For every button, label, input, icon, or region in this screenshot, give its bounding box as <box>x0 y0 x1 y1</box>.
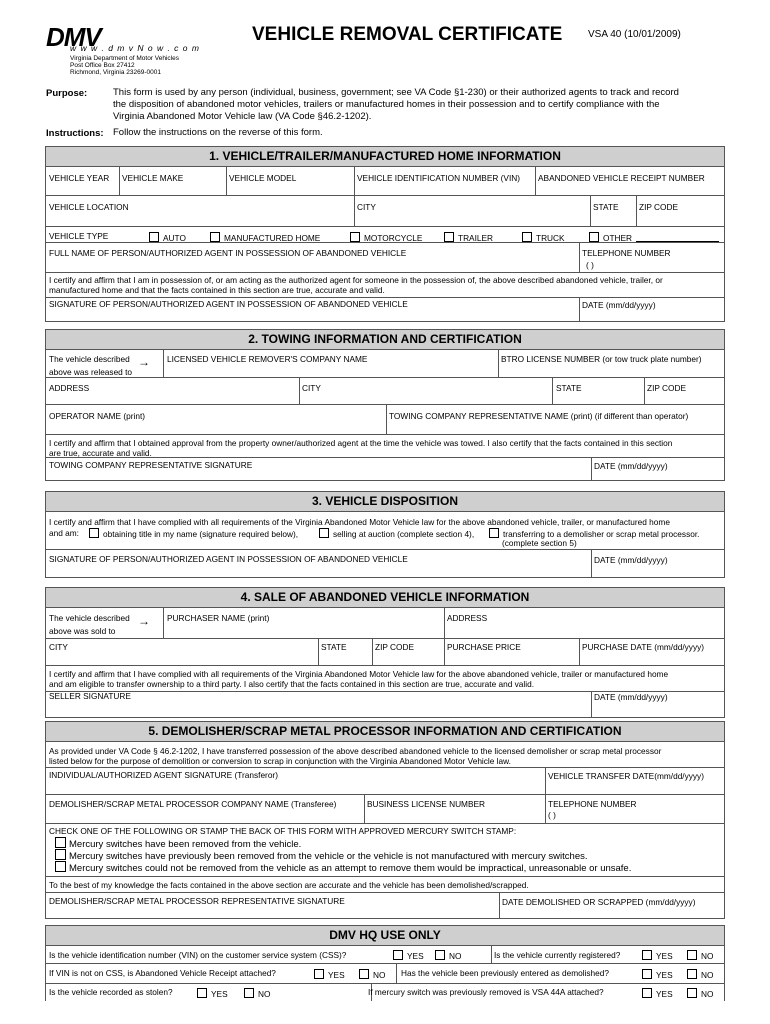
hq-q6-no-checkbox[interactable]: NO <box>687 988 713 999</box>
mercury-previously-removed-checkbox[interactable]: Mercury switches have previously been removed from the vehicle or the vehicle is not manufactured with mercury switches. <box>55 849 588 862</box>
section-1-certify-line-2: manufactured home and that the facts contained in this section are true, accurate and valid. <box>49 285 385 295</box>
purchaser-city-field[interactable]: CITY <box>49 642 68 652</box>
sold-line-2: above was sold to <box>49 626 116 636</box>
section-3-disposition <box>45 491 725 578</box>
vehicle-year-field[interactable]: VEHICLE YEAR <box>49 173 110 183</box>
type-auto-checkbox[interactable]: AUTO <box>149 232 186 243</box>
section-1-date-field[interactable]: DATE (mm/dd/yyyy) <box>582 300 656 310</box>
complete-section-5-note: (complete section 5) <box>502 538 577 548</box>
state-field[interactable]: STATE <box>593 202 619 212</box>
knowledge-statement: To the best of my knowledge the facts contained in the above section are accurate and the vehicle has been demolished/scrapped. <box>49 880 529 890</box>
telephone-parens: ( ) <box>586 260 594 270</box>
instructions-text: Follow the instructions on the reverse of this form. <box>113 127 323 138</box>
telephone-field[interactable]: TELEPHONE NUMBER <box>582 248 671 258</box>
sell-auction-checkbox[interactable]: selling at auction (complete section 4), <box>319 528 474 539</box>
section-2-title: 2. TOWING INFORMATION AND CERTIFICATION <box>46 330 724 350</box>
purchaser-zip-field[interactable]: ZIP CODE <box>375 642 415 652</box>
city-field[interactable]: CITY <box>357 202 376 212</box>
hq-q5-yes-checkbox[interactable]: YES <box>197 988 228 999</box>
transfer-demolisher-checkbox[interactable]: transferring to a demolisher or scrap metal processor. <box>489 528 699 539</box>
hq-q1-yes-checkbox[interactable]: YES <box>393 950 424 961</box>
hq-q4-yes-checkbox[interactable]: YES <box>642 969 673 980</box>
tow-rep-name-field[interactable]: TOWING COMPANY REPRESENTATIVE NAME (print) (if different than operator) <box>389 411 689 421</box>
hq-vin-on-css-question: Is the vehicle identification number (VIN) on the customer service system (CSS)? <box>49 950 347 960</box>
dmv-hq-title: DMV HQ USE ONLY <box>46 926 724 946</box>
operator-name-field[interactable]: OPERATOR NAME (print) <box>49 411 146 421</box>
sold-line-1: The vehicle described <box>49 613 130 623</box>
section-2-certify-line-2: are true, accurate and valid. <box>49 448 152 458</box>
type-trailer-checkbox[interactable]: TRAILER <box>444 232 493 243</box>
hq-q4-no-checkbox[interactable]: NO <box>687 969 713 980</box>
section-3-signature-field[interactable]: SIGNATURE OF PERSON/AUTHORIZED AGENT IN POSSESSION OF ABANDONED VEHICLE <box>49 554 408 564</box>
purpose-line-3: Virginia Abandoned Motor Vehicle law (VA Code §46.2-1202). <box>113 111 372 122</box>
hq-vsa44a-question: If mercury switch was previously removed is VSA 44A attached? <box>368 987 604 997</box>
hq-q2-yes-checkbox[interactable]: YES <box>642 950 673 961</box>
section-5-title: 5. DEMOLISHER/SCRAP METAL PROCESSOR INFORMATION AND CERTIFICATION <box>46 722 724 742</box>
demolisher-company-field[interactable]: DEMOLISHER/SCRAP METAL PROCESSOR COMPANY NAME (Transferee) <box>49 799 337 809</box>
transfer-date-field[interactable]: VEHICLE TRANSFER DATE(mm/dd/yyyy) <box>548 771 704 781</box>
check-one-label: CHECK ONE OF THE FOLLOWING OR STAMP THE BACK OF THIS FORM WITH APPROVED MERCURY SWITCH STAMP: <box>49 826 517 836</box>
hq-q3-yes-checkbox[interactable]: YES <box>314 969 345 980</box>
form-number: VSA 40 (10/01/2009) <box>588 29 681 40</box>
vehicle-model-field[interactable]: VEHICLE MODEL <box>229 173 297 183</box>
vehicle-location-field[interactable]: VEHICLE LOCATION <box>49 202 129 212</box>
instructions-label: Instructions: <box>46 128 104 139</box>
type-motorcycle-checkbox[interactable]: MOTORCYCLE <box>350 232 422 243</box>
section-4-certify-line-2: and am eligible to transfer ownership to a third party. I also certify that the facts contained in this section are true, accurate and valid. <box>49 679 535 689</box>
type-manufactured-home-checkbox[interactable]: MANUFACTURED HOME <box>210 232 320 243</box>
section-3-certify-line-1: I certify and affirm that I have complied with all requirements of the Virginia Abandoned Motor Vehicle law for the above abandoned vehicle, trailer, or manufactured home <box>49 517 670 527</box>
section-5-demolisher <box>45 721 725 919</box>
vehicle-make-field[interactable]: VEHICLE MAKE <box>122 173 184 183</box>
hq-stolen-question: Is the vehicle recorded as stolen? <box>49 987 173 997</box>
business-license-field[interactable]: BUSINESS LICENSE NUMBER <box>367 799 486 809</box>
demolisher-telephone-field[interactable]: TELEPHONE NUMBER <box>548 799 637 809</box>
hq-q6-yes-checkbox[interactable]: YES <box>642 988 673 999</box>
remover-company-field[interactable]: LICENSED VEHICLE REMOVER'S COMPANY NAME <box>167 354 368 364</box>
mercury-not-removable-checkbox[interactable]: Mercury switches could not be removed from the vehicle as an attempt to remove them would be impractical, unreasonable or unsafe. <box>55 861 631 874</box>
section-4-title: 4. SALE OF ABANDONED VEHICLE INFORMATION <box>46 588 724 608</box>
dmv-url: w w w . d m v N o w . c o m <box>70 43 200 53</box>
mercury-removed-checkbox[interactable]: Mercury switches have been removed from the vehicle. <box>55 837 301 850</box>
section-4-date-field[interactable]: DATE (mm/dd/yyyy) <box>594 692 668 702</box>
btro-license-field[interactable]: BTRO LICENSE NUMBER (or tow truck plate number) <box>501 354 702 364</box>
hq-q2-no-checkbox[interactable]: NO <box>687 950 713 961</box>
demolisher-rep-signature-field[interactable]: DEMOLISHER/SCRAP METAL PROCESSOR REPRESENTATIVE SIGNATURE <box>49 896 345 906</box>
released-line-2: above was released to <box>49 367 133 377</box>
date-demolished-field[interactable]: DATE DEMOLISHED OR SCRAPPED (mm/dd/yyyy) <box>502 897 696 907</box>
transferor-signature-field[interactable]: INDIVIDUAL/AUTHORIZED AGENT SIGNATURE (Transferor) <box>49 770 278 780</box>
section-1-vehicle-info <box>45 146 725 322</box>
tow-state-field[interactable]: STATE <box>556 383 582 393</box>
purchaser-address-field[interactable]: ADDRESS <box>447 613 488 623</box>
type-truck-checkbox[interactable]: TRUCK <box>522 232 565 243</box>
purpose-line-2: the disposition of abandoned motor vehicles, trailers or manufactured homes in their possession and to certify compliance with the <box>113 99 660 110</box>
purchase-date-field[interactable]: PURCHASE DATE (mm/dd/yyyy) <box>582 642 705 652</box>
section-5-intro-line-1: As provided under VA Code § 46.2-1202, I have transferred possession of the above described abandoned vehicle to the licensed demolisher or scrap metal processor <box>49 746 662 756</box>
form-title: VEHICLE REMOVAL CERTIFICATE <box>252 24 563 45</box>
zip-field[interactable]: ZIP CODE <box>639 202 679 212</box>
section-2-certify-line-1: I certify and affirm that I obtained approval from the property owner/authorized agent at the time the vehicle was towed. I also certify that the facts contained in this section <box>49 438 673 448</box>
purpose-label: Purpose: <box>46 88 88 99</box>
receipt-number-field[interactable]: ABANDONED VEHICLE RECEIPT NUMBER <box>538 173 705 183</box>
and-am-label: and am: <box>49 528 79 538</box>
hq-receipt-attached-question: If VIN is not on CSS, is Abandoned Vehicle Receipt attached? <box>49 968 276 978</box>
hq-q3-no-checkbox[interactable]: NO <box>359 969 385 980</box>
vin-field[interactable]: VEHICLE IDENTIFICATION NUMBER (VIN) <box>357 173 521 183</box>
purchaser-name-field[interactable]: PURCHASER NAME (print) <box>167 613 270 623</box>
vehicle-type-label: VEHICLE TYPE <box>49 231 109 241</box>
released-line-1: The vehicle described <box>49 354 130 364</box>
possessor-signature-field[interactable]: SIGNATURE OF PERSON/AUTHORIZED AGENT IN POSSESSION OF ABANDONED VEHICLE <box>49 299 408 309</box>
purpose-line-1: This form is used by any person (individual, business, government; see VA Code §1-230) or their authorized agents to track and record <box>113 87 679 98</box>
section-2-date-field[interactable]: DATE (mm/dd/yyyy) <box>594 461 668 471</box>
agency-name: Virginia Department of Motor Vehicles <box>70 55 179 62</box>
section-1-certify-line-1: I certify and affirm that I am in possession of, or am acting as the authorized agent for someone in the possession of, the above described abandoned vehicle, trailer, or <box>49 275 663 285</box>
arrow-right-icon: → <box>138 614 150 628</box>
arrow-right-icon: → <box>138 355 150 369</box>
hq-demolished-question: Has the vehicle been previously entered as demolished? <box>401 968 610 978</box>
obtain-title-checkbox[interactable]: obtaining title in my name (signature required below), <box>89 528 298 539</box>
tow-zip-field[interactable]: ZIP CODE <box>647 383 687 393</box>
seller-signature-field[interactable]: SELLER SIGNATURE <box>49 691 131 701</box>
tow-address-field[interactable]: ADDRESS <box>49 383 90 393</box>
hq-registered-question: Is the vehicle currently registered? <box>494 950 621 960</box>
section-4-sale <box>45 587 725 718</box>
hq-q1-no-checkbox[interactable]: NO <box>435 950 461 961</box>
hq-q5-no-checkbox[interactable]: NO <box>244 988 270 999</box>
section-4-certify-line-1: I certify and affirm that I have complied with all requirements of the Virginia Abandoned Motor Vehicle law for the above abandoned vehicle, trailer or manufactured home <box>49 669 669 679</box>
demolisher-phone-parens: ( ) <box>548 810 556 820</box>
section-3-title: 3. VEHICLE DISPOSITION <box>46 492 724 512</box>
tow-city-field[interactable]: CITY <box>302 383 321 393</box>
section-1-title: 1. VEHICLE/TRAILER/MANUFACTURED HOME INFORMATION <box>46 147 724 167</box>
tow-rep-signature-field[interactable]: TOWING COMPANY REPRESENTATIVE SIGNATURE <box>49 460 253 470</box>
section-2-towing <box>45 329 725 481</box>
dmv-logo: DMV <box>46 22 101 52</box>
purchaser-state-field[interactable]: STATE <box>321 642 347 652</box>
dmv-hq-section <box>45 925 725 1001</box>
full-name-field[interactable]: FULL NAME OF PERSON/AUTHORIZED AGENT IN POSSESSION OF ABANDONED VEHICLE <box>49 248 407 258</box>
section-5-intro-line-2: listed below for the purpose of demolition or conversion to scrap in conjunction with the Virginia Abandoned Motor Vehicle law. <box>49 756 511 766</box>
type-other-checkbox[interactable]: OTHER <box>589 232 632 243</box>
section-3-date-field[interactable]: DATE (mm/dd/yyyy) <box>594 555 668 565</box>
purchase-price-field[interactable]: PURCHASE PRICE <box>447 642 521 652</box>
agency-po-box: Post Office Box 27412 <box>70 62 135 69</box>
agency-city: Richmond, Virginia 23269-0001 <box>70 69 161 76</box>
